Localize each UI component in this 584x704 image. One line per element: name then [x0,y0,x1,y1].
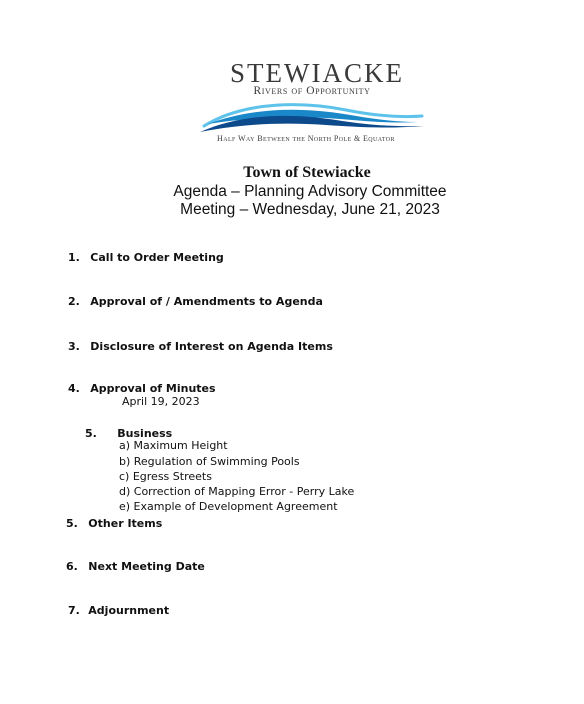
agenda-item-label: Disclosure of Interest on Agenda Items [90,340,333,353]
agenda-item-number: 3. [68,340,80,353]
agenda-item-1 [68,248,224,266]
logo-name-text: STEWIACKE [230,58,404,88]
agenda-item-label: Adjournment [88,604,170,617]
business-subitem: c) Egress Streets [119,470,212,483]
agenda-item-number: 2. [68,295,80,308]
agenda-item-3 [68,337,333,355]
agenda-item-5-other [66,514,162,532]
page-title: Town of Stewiacke [243,164,371,181]
minutes-date: April 19, 2023 [122,395,200,408]
logo-motto: Half Way Between the North Pole & Equator [217,134,395,143]
business-subitem: b) Regulation of Swimming Pools [119,455,300,468]
agenda-item-label: Approval of Minutes [90,382,216,395]
agenda-item-number: 5. [85,427,97,440]
agenda-item-label: Next Meeting Date [88,560,205,573]
agenda-item-2 [68,292,323,310]
agenda-item-7 [68,601,169,619]
page-subtitle-line1: Agenda – Planning Advisory Committee [173,183,447,200]
agenda-item-label: Other Items [88,517,163,530]
agenda-item-number: 5. [66,517,78,530]
business-subitem: a) Maximum Height [119,439,228,452]
agenda-item-number: 1. [68,251,80,264]
logo-name [230,58,404,88]
agenda-item-number: 7. [68,604,80,617]
agenda-item-label: Business [117,427,173,440]
logo-wave-graphic [196,96,428,136]
page-subtitle-line2: Meeting – Wednesday, June 21, 2023 [180,201,440,218]
agenda-item-number: 4. [68,382,80,395]
business-subitem: e) Example of Development Agreement [119,500,338,513]
agenda-item-6 [66,557,205,575]
agenda-item-number: 6. [66,560,78,573]
agenda-item-label: Call to Order Meeting [90,251,224,264]
business-subitem: d) Correction of Mapping Error - Perry Lake [119,485,355,498]
agenda-item-label: Approval of / Amendments to Agenda [90,295,323,308]
logo-tagline: Rivers of Opportunity [253,85,371,97]
